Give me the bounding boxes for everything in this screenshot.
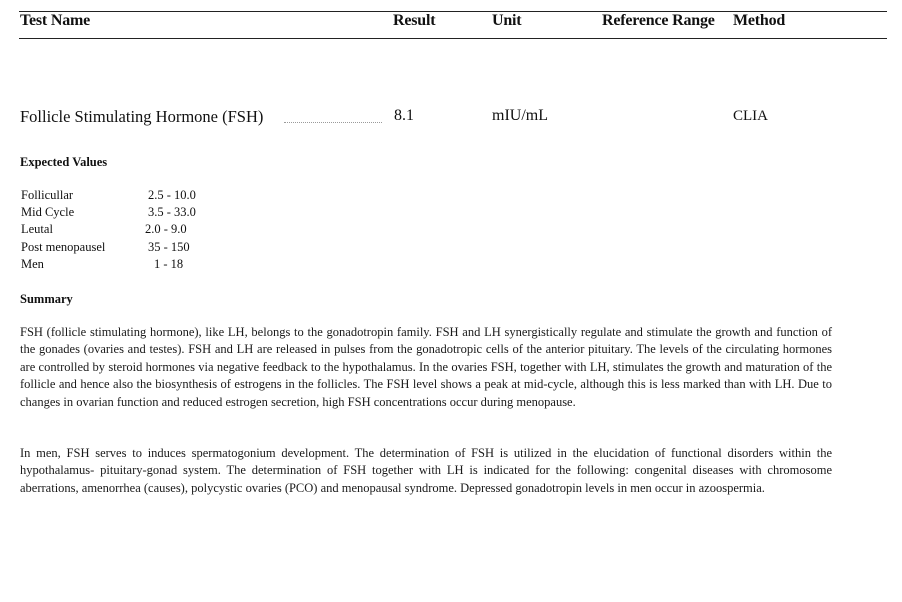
summary-paragraph: FSH (follicle stimulating hormone), like LH, belongs to the gonadotropin family. FSH and LH synergistically regulate and stimulate the growth and function of the gonades (ovaries and testes). FSH and LH are released in pulses from the gonadotropic cells of the anterior pituitary. The levels of the circulating hormones are controlled by steroid hormones via negative feedback to the hypothalamus. In the ovaries FSH, together with LH, stimulates the growth and maturation of the follicle and hence also the biosynthesis of estrogens in the follicles. The FSH level shows a peak at mid-cycle, although this is less marked than with LH. Due to changes in ovarian function and reduced estrogen secretion, high FSH concentrations occur during menopause. [20, 325, 832, 409]
expected-range: 3.5 - 33.0 [148, 205, 196, 219]
expected-label: Follicullar [21, 188, 74, 202]
dotted-leader [284, 122, 382, 123]
expected-range: 2.5 - 10.0 [148, 188, 196, 202]
test-result: 8.1 [394, 107, 414, 124]
col-header-unit: Unit [492, 12, 522, 29]
col-header-result: Result [393, 12, 436, 29]
expected-values-title: Expected Values [20, 155, 108, 169]
expected-label: Men [21, 257, 44, 271]
expected-range: 35 - 150 [148, 240, 190, 254]
test-name: Follicle Stimulating Hormone (FSH) [20, 107, 264, 126]
expected-label: Mid Cycle [21, 205, 75, 219]
col-header-test-name: Test Name [20, 12, 91, 29]
col-header-method: Method [733, 12, 786, 29]
summary-paragraph: In men, FSH serves to induces spermatogonium development. The determination of FSH is utilized in the elucidation of functional disorders within the hypothalamus- pituitary-gonad system. The determination of FSH together with LH is indicated for the following: congenital diseases with chromosome aberrations, amenorrhea (causes), polycystic ovaries (PCO) and menopausal syndrome. Depressed gonadotropin levels in men occur in azoospermia. [20, 446, 832, 495]
test-unit: mIU/mL [492, 107, 548, 124]
expected-label: Post menopausel [21, 240, 106, 254]
test-method: CLIA [733, 108, 768, 124]
header-bottom-rule [19, 38, 887, 39]
summary-title: Summary [20, 292, 73, 306]
col-header-reference-range: Reference Range [602, 12, 715, 29]
expected-range: 1 - 18 [154, 257, 184, 271]
expected-label: Leutal [21, 222, 53, 236]
expected-range: 2.0 - 9.0 [145, 222, 187, 236]
